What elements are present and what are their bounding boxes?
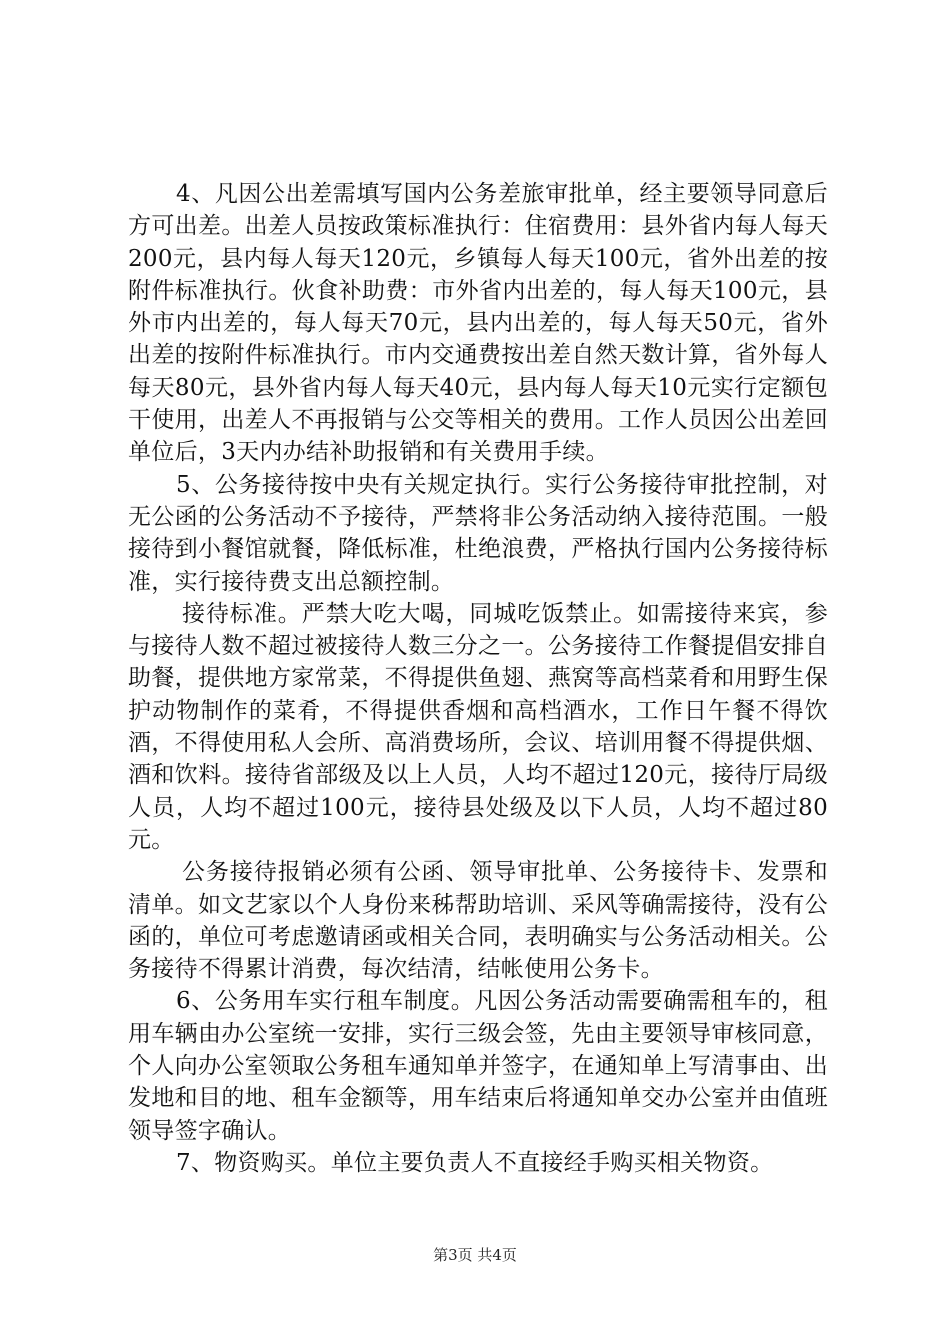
paragraph-vehicle-rental: 6、公务用车实行租车制度。凡因公务活动需要确需租车的，租用车辆由办公室统一安排，实行三级会签，先由主要领导审核同意，个人向办公室领取公务租车通知单并签字，在通知单上写清事由、出发地和目的地、租车金额等，用车结束后将通知单交办公室并由值班领导签字确认。 [128, 988, 828, 1144]
paragraph-reception-standards: 接待标准。严禁大吃大喝，同城吃饭禁止。如需接待来宾，参与接待人数不超过被接待人数三分之一。公务接待工作餐提倡安排自助餐，提供地方家常菜，不得提供鱼翅、燕窝等高档菜肴和用野生保护动物制作的菜肴，不得提供香烟和高档酒水，工作日午餐不得饮酒，不得使用私人会所、高消费场所，会议、培训用餐不得提供烟、酒和饮料。接待省部级及以上人员，人均不超过120元，接待厅局级人员，人均不超过100元，接待县处级及以下人员，人均不超过80元。 [128, 600, 828, 853]
page-number-footer: 第3页 共4页 [433, 1246, 517, 1264]
paragraph-official-reception: 5、公务接待按中央有关规定执行。实行公务接待审批控制，对无公函的公务活动不予接待，严禁将非公务活动纳入接待范围。一般接待到小餐馆就餐，降低标准，杜绝浪费，严格执行国内公务接待标准，实行接待费支出总额控制。 [128, 471, 828, 595]
paragraph-travel-expenses: 4、凡因公出差需填写国内公务差旅审批单，经主要领导同意后方可出差。出差人员按政策标准执行：住宿费用：县外省内每人每天200元，县内每人每天120元，乡镇每人每天100元，省外出差的按附件标准执行。伙食补助费：市外省内出差的，每人每天100元，县外市内出差的，每人每天70元，县内出差的，每人每天50元，省外出差的按附件标准执行。市内交通费按出差自然天数计算，省外每人每天80元，县外省内每人每天40元，县内每人每天10元实行定额包干使用，出差人不再报销与公交等相关的费用。工作人员因公出差回单位后，3天内办结补助报销和有关费用手续。 [128, 181, 828, 466]
paragraph-reception-reimbursement: 公务接待报销必须有公函、领导审批单、公务接待卡、发票和清单。如文艺家以个人身份来秭帮助培训、采风等确需接待，没有公函的，单位可考虑邀请函或相关合同，表明确实与公务活动相关。公务接待不得累计消费，每次结清，结帐使用公务卡。 [128, 859, 828, 983]
paragraph-material-purchase: 7、物资购买。单位主要负责人不直接经手购买相关物资。 [176, 1149, 774, 1176]
document-body [128, 178, 828, 1179]
